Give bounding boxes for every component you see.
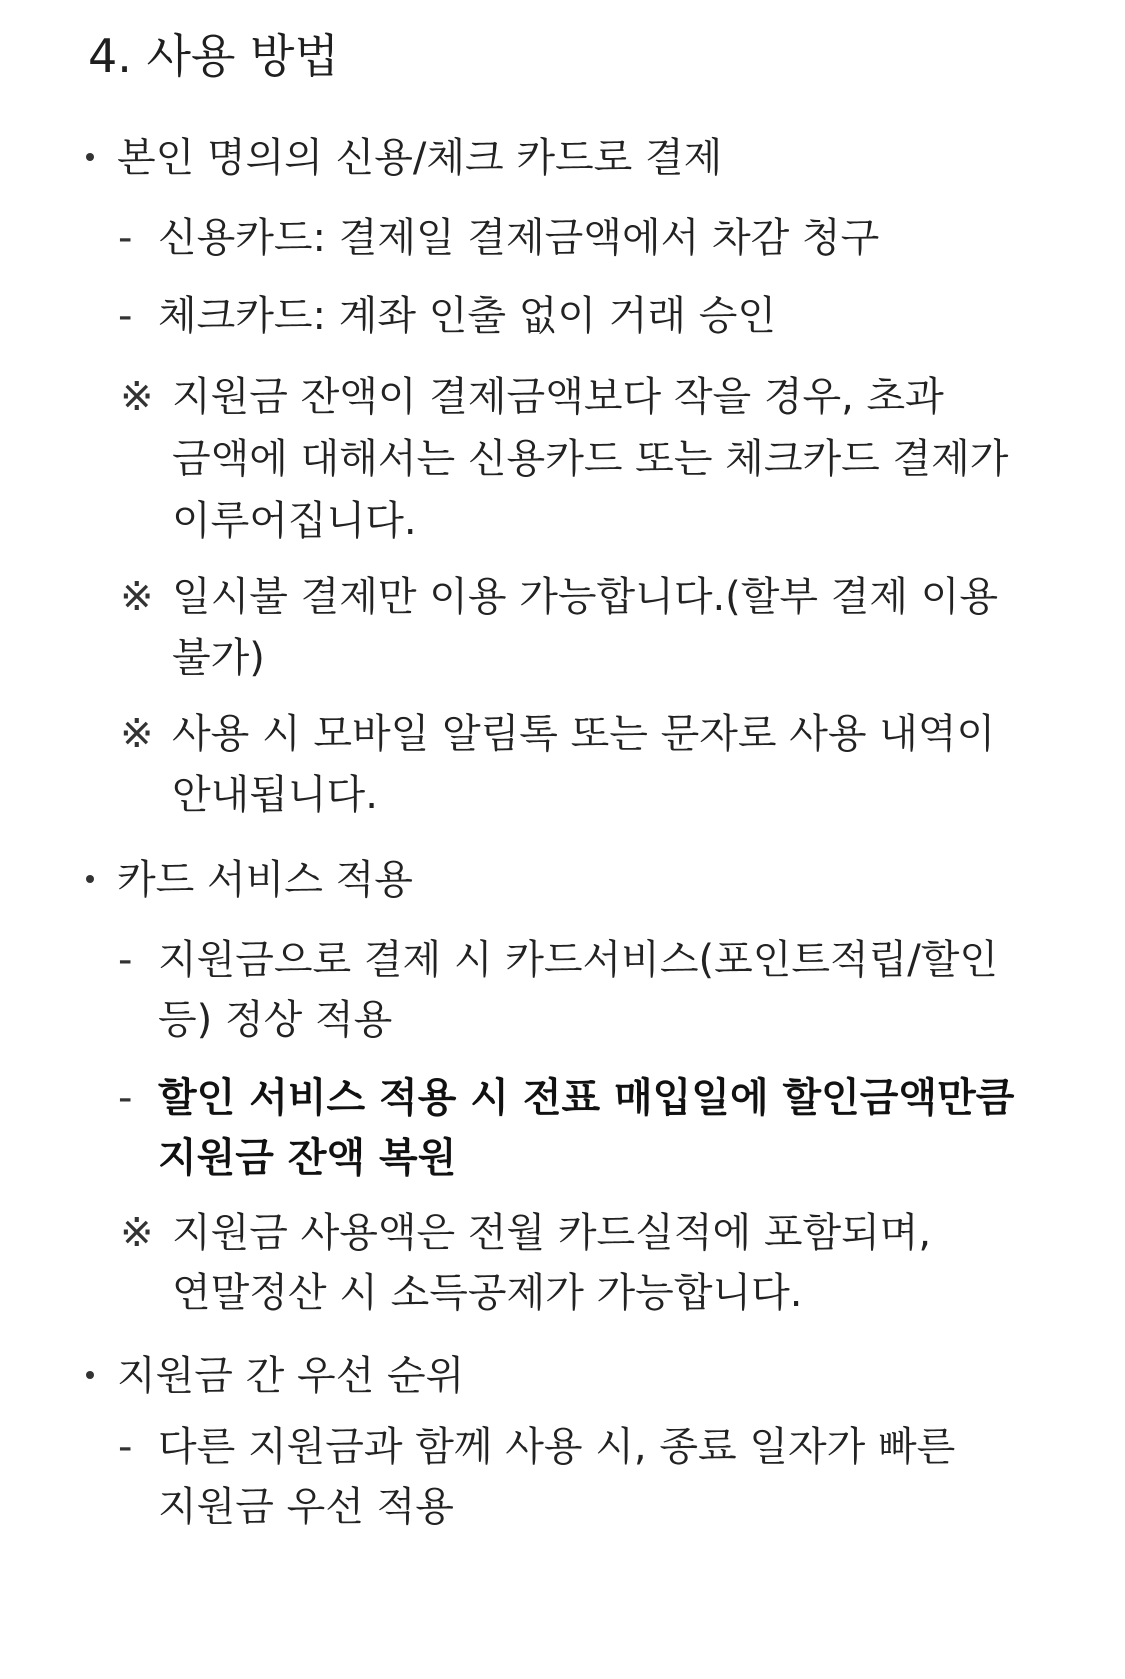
note-marker: ※ — [120, 574, 154, 620]
sub-priority-line-2: 지원금 우선 적용 — [158, 1484, 454, 1530]
note-marker: ※ — [120, 374, 154, 420]
note-lumpsum-line-1: 일시불 결제만 이용 가능합니다.(할부 결제 이용 — [172, 574, 999, 620]
sub-discount-line-2: 지원금 잔액 복원 — [158, 1135, 457, 1181]
bullet-icon — [86, 1371, 94, 1379]
dash-marker: - — [118, 215, 133, 261]
note-marker: ※ — [120, 711, 154, 757]
sub-service-line-1: 지원금으로 결제 시 카드서비스(포인트적립/할인 — [158, 937, 999, 983]
note-balance-line-1: 지원금 잔액이 결제금액보다 작을 경우, 초과 — [172, 374, 944, 420]
item-heading-card-payment: 본인 명의의 신용/체크 카드로 결제 — [117, 135, 723, 181]
dash-marker: - — [118, 293, 133, 339]
item-heading-priority: 지원금 간 우선 순위 — [117, 1353, 465, 1399]
bullet-icon — [86, 875, 94, 883]
item-heading-card-service: 카드 서비스 적용 — [117, 857, 413, 903]
bullet-icon — [86, 153, 94, 161]
note-balance-line-2: 금액에 대해서는 신용카드 또는 체크카드 결제가 — [172, 436, 1009, 482]
dash-marker: - — [118, 937, 133, 983]
note-balance-line-3: 이루어집니다. — [172, 498, 417, 544]
sub-priority-line-1: 다른 지원금과 함께 사용 시, 종료 일자가 빠른 — [158, 1424, 956, 1470]
note-lumpsum-line-2: 불가) — [172, 635, 265, 681]
note-performance-line-2: 연말정산 시 소득공제가 가능합니다. — [172, 1270, 803, 1316]
dash-marker: - — [118, 1075, 133, 1121]
sub-service-line-2: 등) 정상 적용 — [158, 997, 393, 1043]
section-title: 4. 사용 방법 — [88, 29, 339, 83]
sub-discount-line-1: 할인 서비스 적용 시 전표 매입일에 할인금액만큼 — [158, 1075, 1015, 1121]
sub-credit-card: 신용카드: 결제일 결제금액에서 차감 청구 — [158, 215, 880, 261]
dash-marker: - — [118, 1424, 133, 1470]
note-marker: ※ — [120, 1210, 154, 1256]
note-alert-line-2: 안내됩니다. — [172, 772, 378, 818]
sub-check-card: 체크카드: 계좌 인출 없이 거래 승인 — [158, 293, 777, 339]
note-performance-line-1: 지원금 사용액은 전월 카드실적에 포함되며, — [172, 1210, 932, 1256]
note-alert-line-1: 사용 시 모바일 알림톡 또는 문자로 사용 내역이 — [172, 711, 996, 757]
